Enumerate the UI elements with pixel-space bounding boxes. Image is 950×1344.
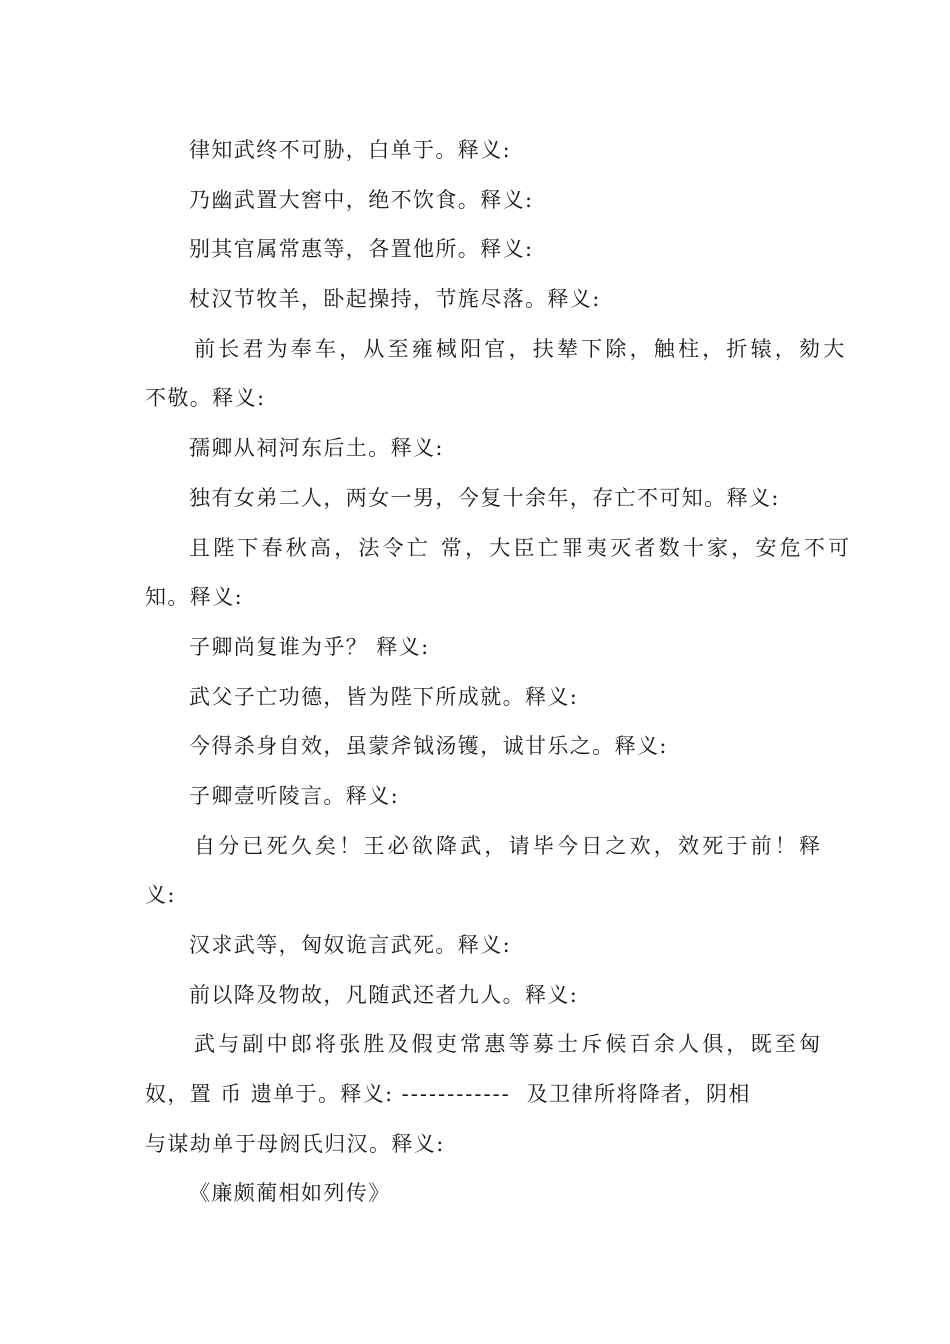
exercise-line-13-continued: 义: [145,883,176,908]
exercise-line-8: 且陛下春秋高，法令亡 常，大臣亡罪夷灭者数十家，安危不可 [189,535,853,560]
exercise-line-10: 武父子亡功德，皆为陛下所成就。释义: [189,684,579,709]
section-title: 《廉颇蔺相如列传》 [189,1181,391,1206]
exercise-line-14: 汉求武等，匈奴诡言武死。释义: [189,933,512,957]
exercise-line-1: 律知武终不可胁，白单于。释义: [189,138,512,162]
exercise-line-16: 武与副中郎将张胜及假吏常惠等募士斥候百余人俱，既至匈 [194,1032,824,1057]
exercise-line-6: 孺卿从祠河东后土。释义: [189,436,444,461]
exercise-line-3: 别其官属常惠等，各置他所。释义: [189,237,534,262]
exercise-line-16-text: 奴，置 币 遗单于。释义: [145,1082,394,1107]
exercise-line-15: 前以降及物故，凡随武还者九人。释义: [189,982,579,1007]
exercise-line-16-continued [145,1070,810,1120]
exercise-line-13: 自分已死久矣！王必欲降武，请毕今日之欢，效死于前！释 [194,833,824,858]
exercise-line-12: 子卿壹听陵言。释义: [189,783,400,808]
exercise-line-4: 杖汉节牧羊，卧起操持，节旄尽落。释义: [189,287,601,312]
exercise-line-5: 前长君为奉车，从至雍棫阳官，扶辇下除，触柱，折辕，劾大 [194,336,848,361]
exercise-line-17-start: 及卫律所将降者，阴相 [526,1082,751,1107]
exercise-line-11: 今得杀身自效，虽蒙斧钺汤镬，诚甘乐之。释义: [189,734,668,759]
document-body [145,126,853,1219]
exercise-line-2: 乃幽武置大窖中，绝不饮食。释义: [189,187,534,212]
answer-blank: ------------ [401,1082,511,1107]
exercise-line-17-continued: 与谋劫单于母阏氏归汉。释义: [145,1131,445,1156]
exercise-line-5-continued: 不敬。释义: [145,386,266,411]
exercise-line-9: 子卿尚复谁为乎？ 释义: [189,634,430,659]
exercise-line-8-continued: 知。释义: [145,585,244,610]
exercise-line-7: 独有女弟二人，两女一男，今复十余年，存亡不可知。释义: [189,485,780,510]
